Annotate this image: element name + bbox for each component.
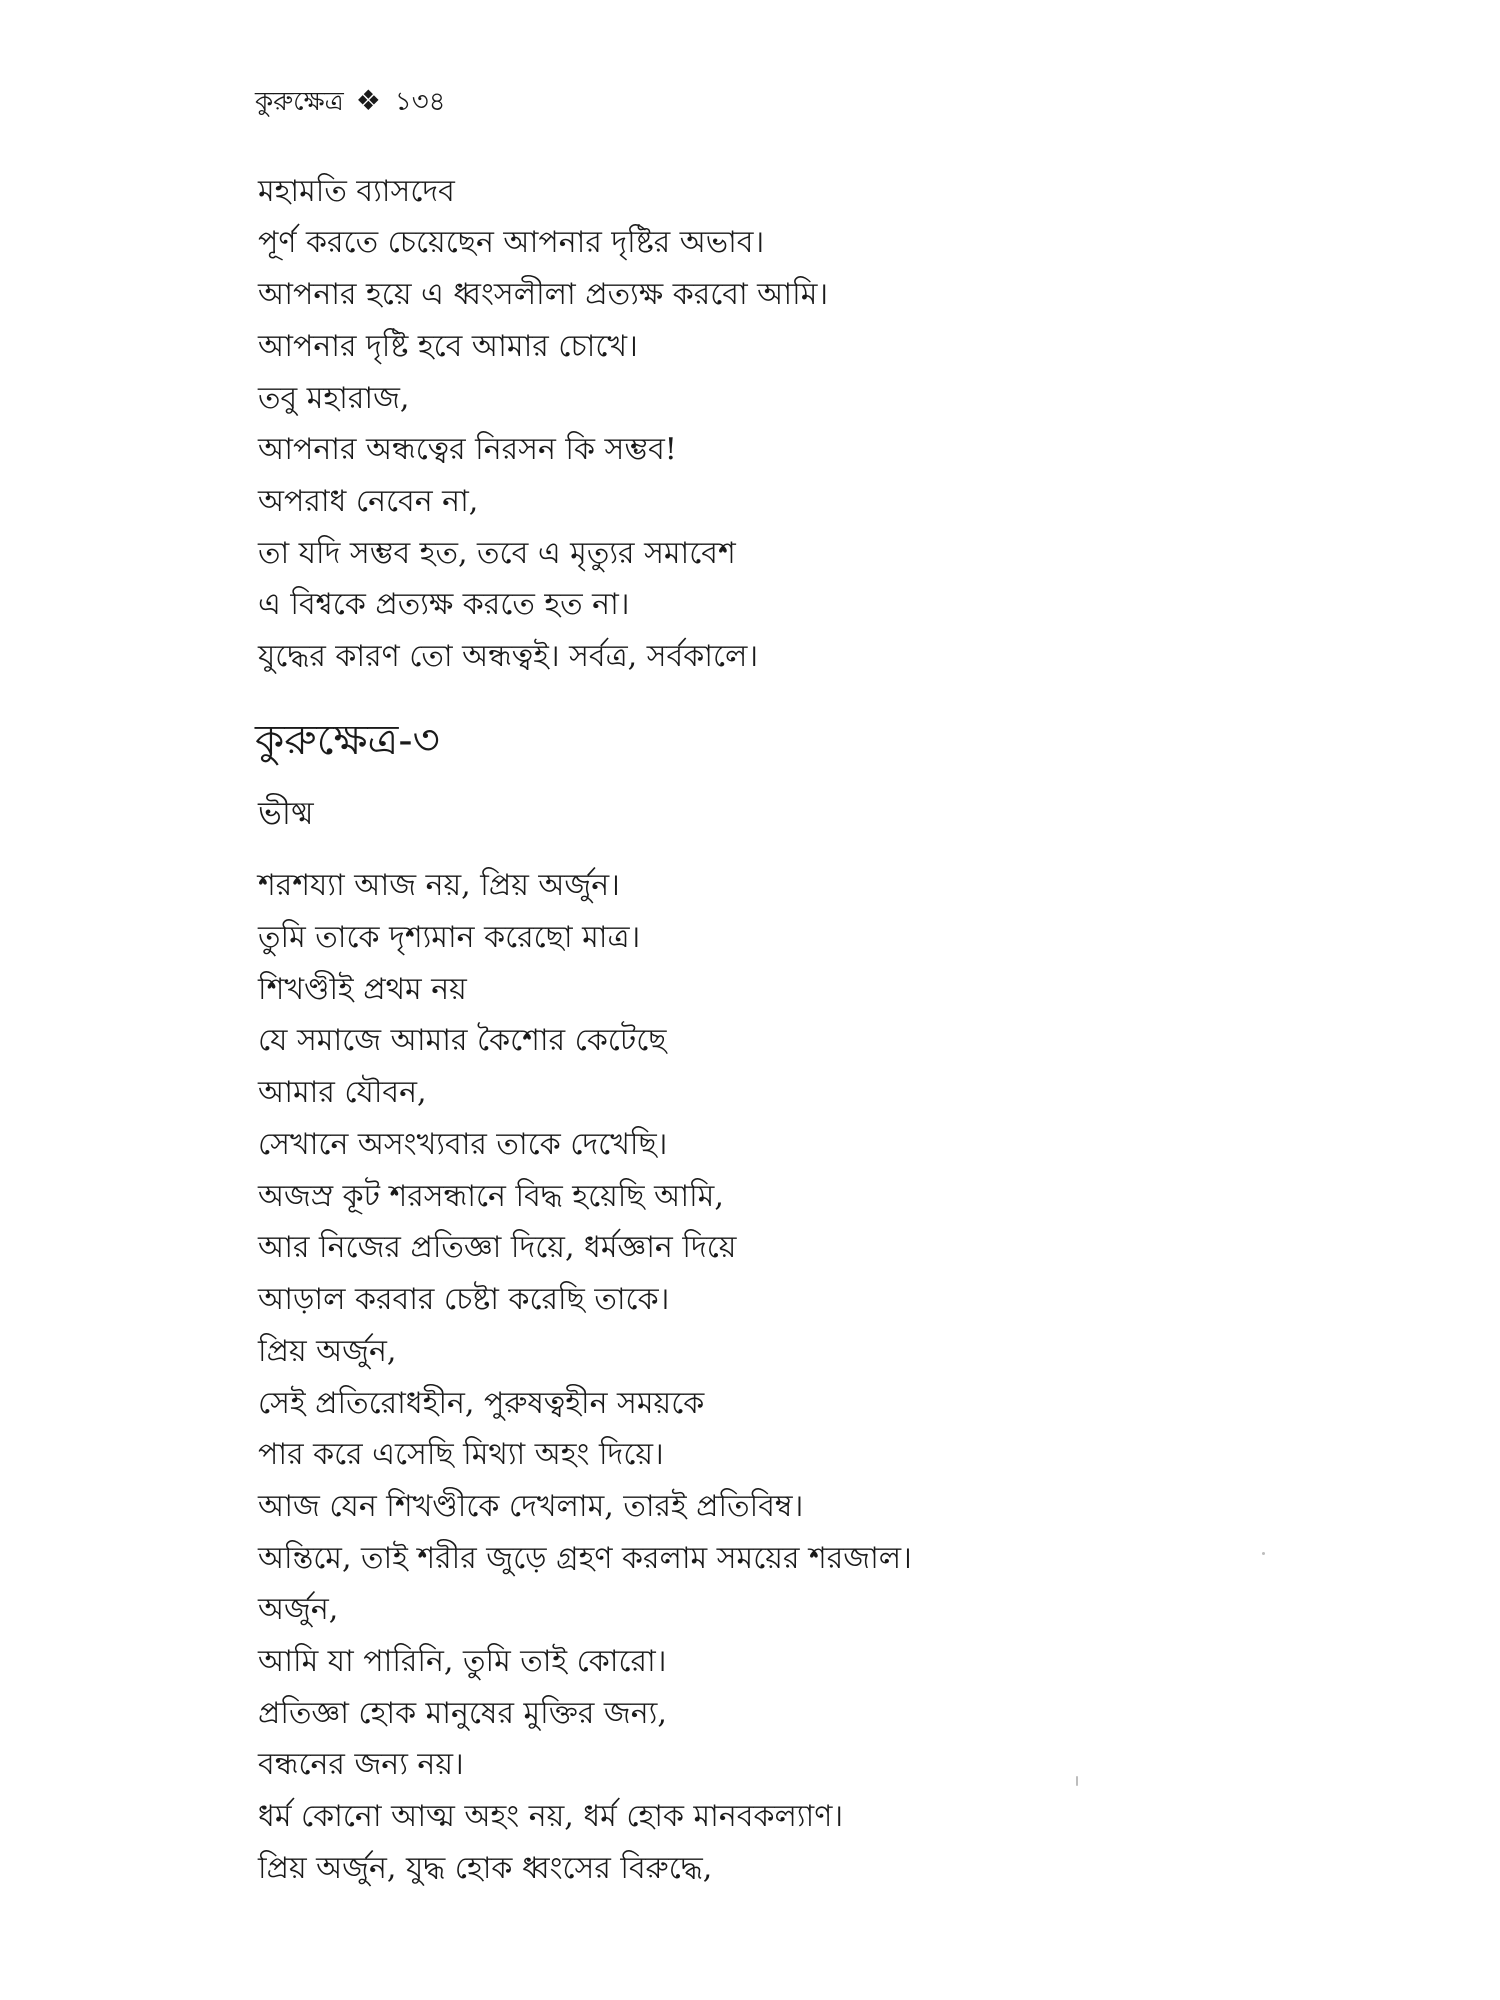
running-head [255,84,446,119]
page-number: ১৩৪ [394,87,446,117]
poem-line: আপনার দৃষ্টি হবে আমার চোখে। [258,329,638,364]
poem-line: মহামতি ব্যাসদেব [258,174,455,209]
poem-line: আড়াল করবার চেষ্টা করেছি তাকে। [258,1282,670,1317]
poem-line: তা যদি সম্ভব হত, তবে এ মৃত্যুর সমাবেশ [258,536,736,571]
running-head-title: কুরুক্ষেত্র [255,87,344,117]
scan-speck [1262,1552,1265,1555]
scan-speck [1076,1776,1078,1786]
poem-line: সেই প্রতিরোধহীন, পুরুষত্বহীন সময়কে [258,1386,705,1421]
poem-line: বন্ধনের জন্য নয়। [258,1747,464,1782]
poem-line: আমার যৌবন, [258,1075,427,1110]
poem-line: প্রিয় অর্জুন, [258,1334,397,1369]
poem-line: অন্তিমে, তাই শরীর জুড়ে গ্রহণ করলাম সময়ের শরজাল। [258,1541,912,1576]
section-title: কুরুক্ষেত্র-৩ [255,715,440,764]
ornament-icon: ❖ [355,84,381,117]
poem-line: অজস্র কূট শরসন্ধানে বিদ্ধ হয়েছি আমি, [258,1179,724,1214]
poem-line: এ বিশ্বকে প্রত্যক্ষ করতে হত না। [258,587,630,622]
poem-line: পূর্ণ করতে চেয়েছেন আপনার দৃষ্টির অভাব। [258,225,765,260]
poem-line: শিখণ্ডীই প্রথম নয় [258,972,467,1007]
poem-line: পার করে এসেছি মিথ্যা অহং দিয়ে। [258,1437,664,1472]
poem-line: তবু মহারাজ, [258,381,410,416]
poem-line: শরশয্যা আজ নয়, প্রিয় অর্জুন। [258,868,620,903]
poem-line: আজ যেন শিখণ্ডীকে দেখলাম, তারই প্রতিবিম্ব। [258,1489,804,1524]
poem-line: আমি যা পারিনি, তুমি তাই কোরো। [258,1644,667,1679]
poem-line: প্রতিজ্ঞা হোক মানুষের মুক্তির জন্য, [258,1696,667,1731]
poem-line: ধর্ম কোনো আত্ম অহং নয়, ধর্ম হোক মানবকল্যাণ। [258,1799,844,1834]
poem-line: যুদ্ধের কারণ তো অন্ধত্বই। সর্বত্র, সর্বকালে। [258,639,759,674]
speaker-heading: ভীষ্ম [258,794,314,832]
poem-line: অপরাধ নেবেন না, [258,484,479,519]
poem-line: আর নিজের প্রতিজ্ঞা দিয়ে, ধর্মজ্ঞান দিয়ে [258,1230,737,1265]
poem-line: যে সমাজে আমার কৈশোর কেটেছে [258,1023,667,1058]
poem-line: আপনার হয়ে এ ধ্বংসলীলা প্রত্যক্ষ করবো আমি। [258,277,829,312]
poem-line: আপনার অন্ধত্বের নিরসন কি সম্ভব! [258,432,677,467]
poem-line: প্রিয় অর্জুন, যুদ্ধ হোক ধ্বংসের বিরুদ্ধে, [258,1851,713,1886]
poem-line: সেখানে অসংখ্যবার তাকে দেখেছি। [258,1127,668,1162]
poem-line: তুমি তাকে দৃশ্যমান করেছো মাত্র। [258,920,641,955]
poem-line: অর্জুন, [258,1592,339,1627]
